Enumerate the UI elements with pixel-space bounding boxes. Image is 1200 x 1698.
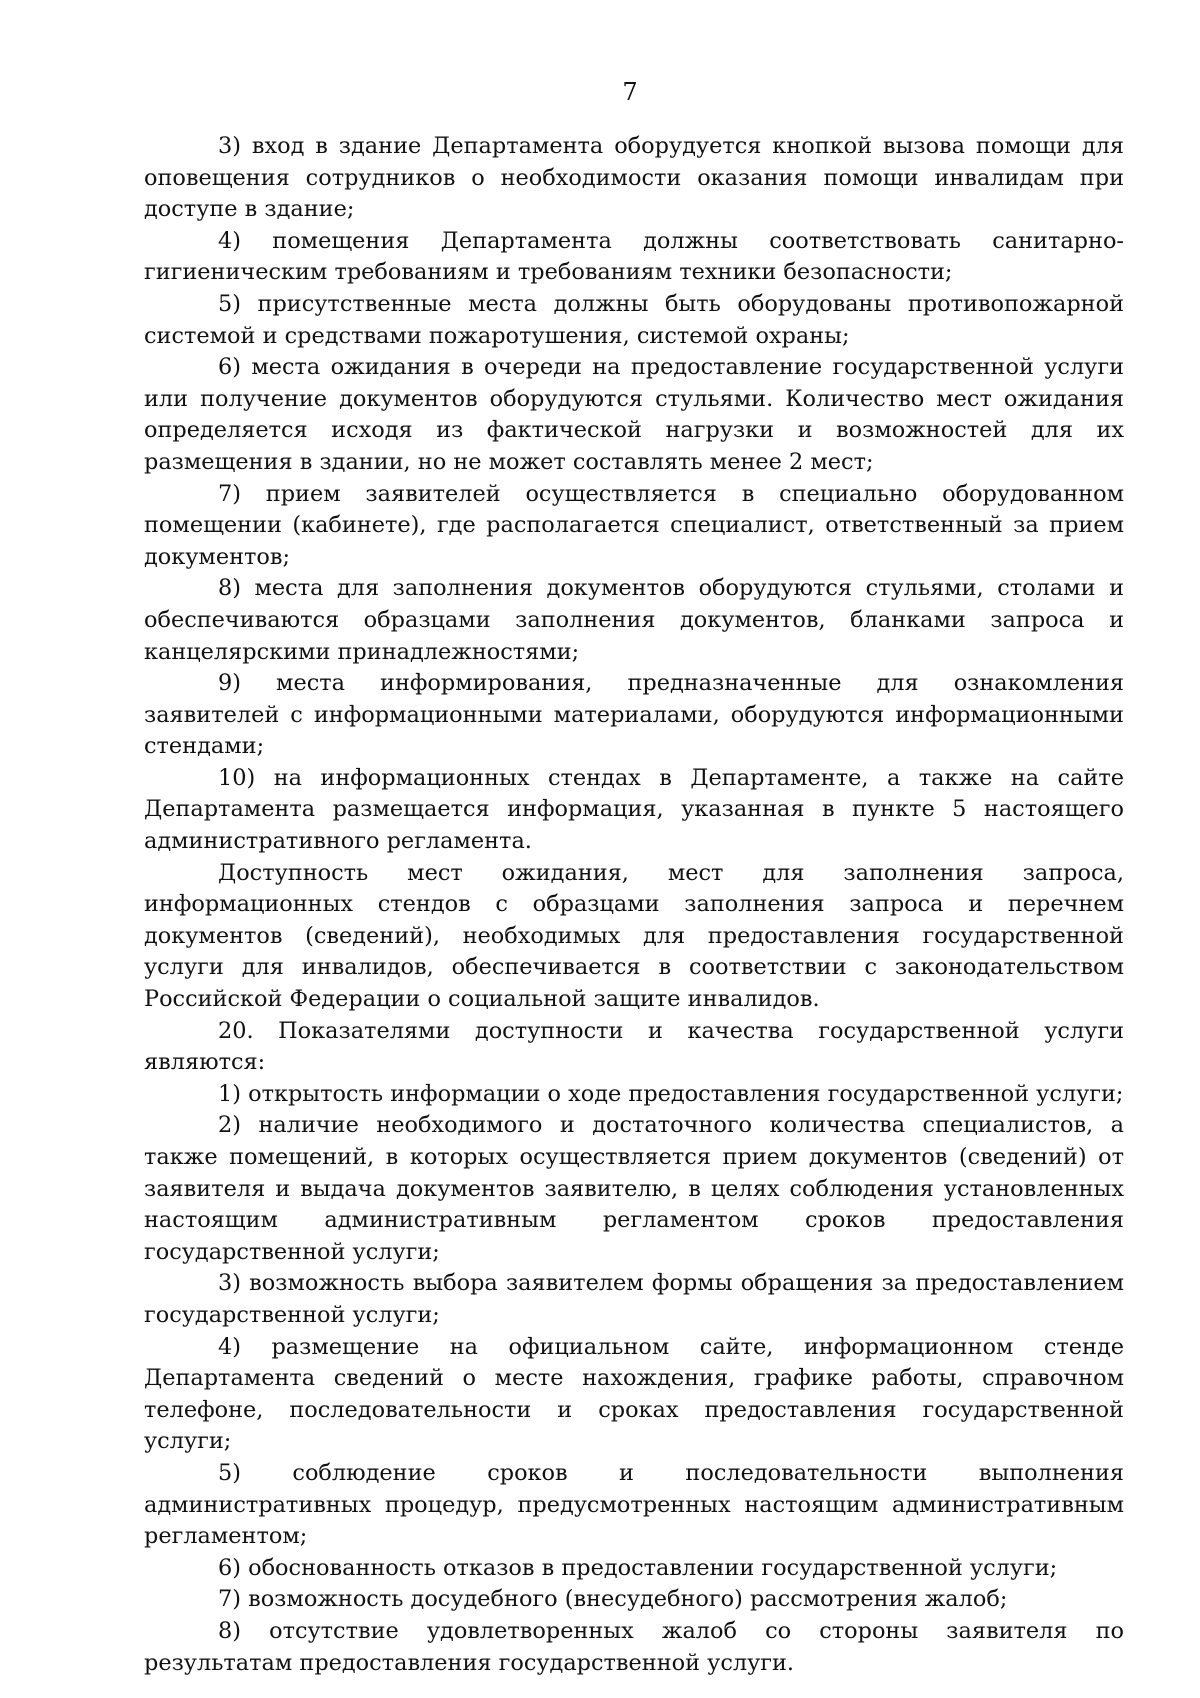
paragraph-item-5-fire-safety: 5) присутственные места должны быть оборудованы противопожарной системой и средствами пожаротушения, системой охраны; [144,290,1124,349]
page-number: 7 [622,78,638,106]
paragraph-indicator-1: 1) открытость информации о ходе предоставления государственной услуги; [218,1080,1124,1107]
paragraph-indicator-6: 6) обоснованность отказов в предоставлении государственной услуги; [218,1554,1058,1581]
paragraph-item-10-information-stands: 10) на информационных стендах в Департаменте, а также на сайте Департамента размещается информация, указанная в пункте 5 настоящего административного регламента. [144,764,1124,855]
paragraph-indicator-5: 5) соблюдение сроков и последовательности выполнения административных процедур, предусмотренных настоящим административным регламентом; [144,1459,1124,1550]
paragraph-indicator-3: 3) возможность выбора заявителем формы обращения за предоставлением государственной услуги; [144,1270,1124,1328]
paragraph-item-7-reception: 7) прием заявителей осуществляется в специально оборудованном помещении (кабинете), где располагается специалист, ответственный за прием документов; [144,480,1124,570]
paragraph-accessibility: Доступность мест ожидания, мест для заполнения запроса, информационных стендов с образцами заполнения запроса и перечнем документов (сведений), необходимых для предоставления государственной услуги для инвалидов, обеспечивается в соответствии с законодательством Российской Федерации о социальной защите инвалидов. [144,859,1124,1013]
document-body [144,131,1124,1679]
paragraph-indicator-7: 7) возможность досудебного (внесудебного) рассмотрения жалоб; [218,1586,1008,1613]
paragraph-indicator-8: 8) отсутствие удовлетворенных жалоб со стороны заявителя по результатам предоставления государственной услуги. [144,1617,1124,1676]
paragraph-indicator-4: 4) размещение на официальном сайте, информационном стенде Департамента сведений о месте нахождения, графике работы, справочном телефоне, последовательности и сроках предоставления государственной услуги; [144,1333,1124,1455]
paragraph-section-20: 20. Показателями доступности и качества государственной услуги являются: [144,1017,1124,1076]
paragraph-item-6-waiting-places: 6) места ожидания в очереди на предоставление государственной услуги или получение документов оборудуются стульями. Количество мест ожидания определяется исходя из фактической нагрузки и возможностей для их размещения в здании, но не может составлять менее 2 мест; [144,354,1124,475]
paragraph-indicator-2: 2) наличие необходимого и достаточного количества специалистов, а также помещений, в которых осуществляется прием документов (сведений) от заявителя и выдача документов заявителю, в целях соблюдения установленных настоящим административным регламентом сроков предоставления государственной услуги; [144,1112,1124,1265]
paragraph-item-9-information-places: 9) места информирования, предназначенные для ознакомления заявителей с информационными материалами, оборудуются информационными стендами; [144,670,1124,760]
paragraph-item-4-premises: 4) помещения Департамента должны соответствовать санитарно-гигиеническим требованиям и требованиям техники безопасности; [144,227,1124,286]
paragraph-item-8-filling-places: 8) места для заполнения документов оборудуются стульями, столами и обеспечиваются образцами заполнения документов, бланками запроса и канцелярскими принадлежностями; [144,575,1124,665]
paragraph-item-3-entrance: 3) вход в здание Департамента оборудуется кнопкой вызова помощи для оповещения сотрудников о необходимости оказания помощи инвалидам при доступе в здание; [144,133,1124,223]
